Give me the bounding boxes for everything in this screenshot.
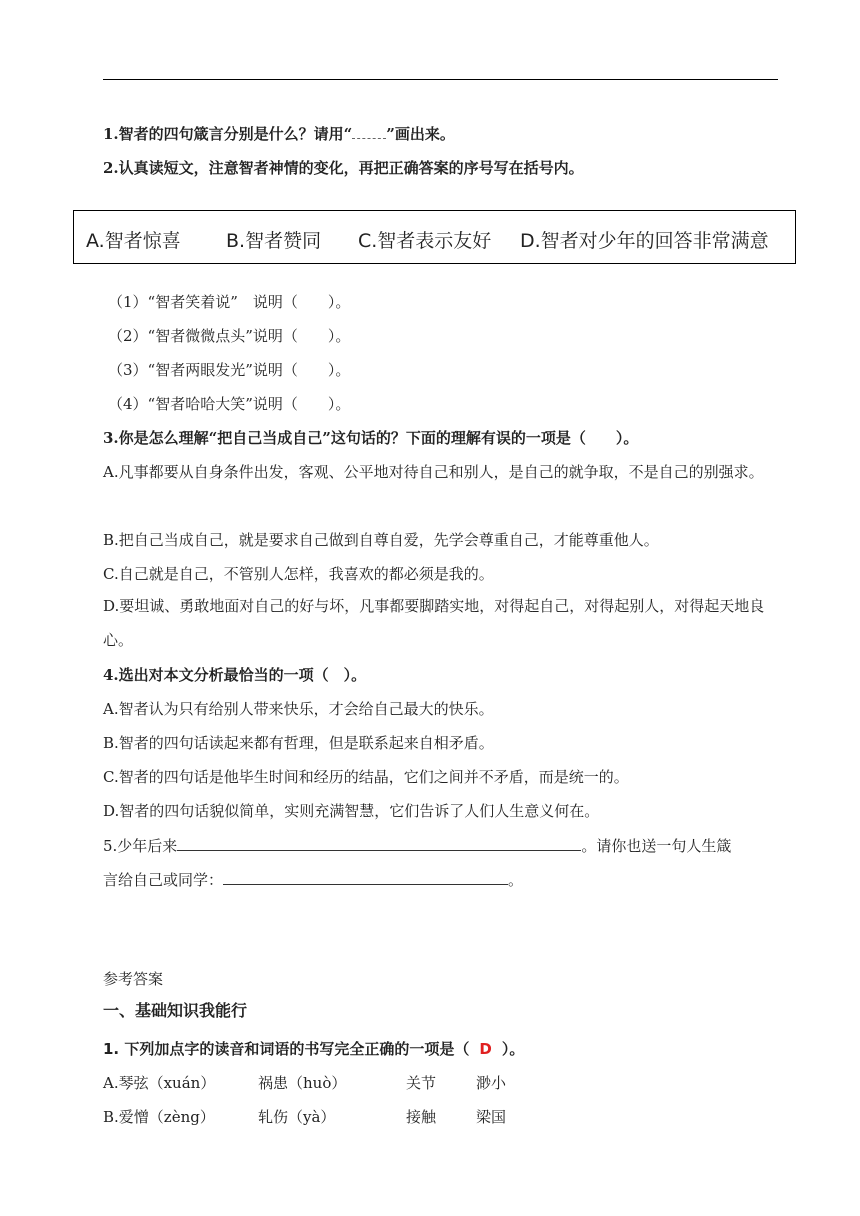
question-5-text-d: 。: [508, 871, 524, 889]
question-1-pre: 1.智者的四句箴言分别是什么？请用“: [103, 125, 353, 143]
sub-question-3: （3）“智者两眼发光”说明（ ）。: [108, 361, 351, 379]
option-d: D.智者对少年的回答非常满意: [520, 230, 769, 252]
question-5-text-b: 。请你也送一句人生箴: [581, 837, 732, 855]
question-5-line-1: [103, 834, 731, 857]
question-1: [103, 123, 455, 145]
row-a-word-2: 祸患（huò）: [258, 1074, 347, 1092]
answer-question-1-post: ）。: [501, 1040, 525, 1058]
row-b-word-1: B.爱憎（zèng）: [103, 1108, 215, 1126]
row-b-word-3: 接触: [406, 1108, 437, 1126]
option-c: C.智者表示友好: [358, 230, 492, 252]
question-3: 3.你是怎么理解“把自己当成自己”这句话的？下面的理解有误的一项是（ ）。: [103, 429, 639, 447]
row-b-word-4: 梁国: [476, 1108, 507, 1126]
question-5-text-a: 5.少年后来: [103, 837, 178, 855]
motto-blank[interactable]: [223, 868, 508, 885]
question-3-option-c: C.自己就是自己，不管别人怎样，我喜欢的都必须是我的。: [103, 565, 494, 583]
row-a-word-3: 关节: [406, 1074, 437, 1092]
row-a-word-4: 渺小: [476, 1074, 507, 1092]
sub-question-2: （2）“智者微微点头”说明（ ）。: [108, 327, 351, 345]
question-4-option-d: D.智者的四句话貌似简单，实则充满智慧，它们告诉了人们人生意义何在。: [103, 802, 600, 820]
question-4: 4.选出对本文分析最恰当的一项（ ）。: [103, 666, 367, 684]
answers-heading: 参考答案: [103, 970, 164, 988]
header-rule: [103, 79, 778, 80]
question-4-option-c: C.智者的四句话是他毕生时间和经历的结晶，它们之间并不矛盾，而是统一的。: [103, 768, 629, 786]
question-5-text-c: 言给自己或同学：: [103, 871, 224, 889]
answer-question-1-pre: 1. 下列加点字的读音和词语的书写完全正确的一项是（: [103, 1040, 470, 1058]
answer-question-1: [103, 1038, 524, 1060]
wavy-underline-sample: [352, 124, 386, 139]
row-b-word-2: 轧伤（yà）: [258, 1108, 336, 1126]
question-1-post: ”画出来。: [386, 125, 455, 143]
options-box: [73, 210, 796, 264]
option-b: B.智者赞同: [226, 230, 322, 252]
question-4-option-a: A.智者认为只有给别人带来快乐，才会给自己最大的快乐。: [103, 700, 494, 718]
question-4-option-b: B.智者的四句话读起来都有哲理，但是联系起来自相矛盾。: [103, 734, 494, 752]
section-title: 一、基础知识我能行: [103, 1001, 248, 1020]
answer-blank[interactable]: [177, 834, 581, 851]
question-5-line-2: [103, 868, 523, 891]
sub-question-1: （1）“智者笑着说” 说明（ ）。: [108, 293, 351, 311]
row-a-word-1: A.琴弦（xuán）: [103, 1074, 216, 1092]
question-2: 2.认真读短文，注意智者神情的变化，再把正确答案的序号写在括号内。: [103, 159, 584, 177]
question-3-option-a: A.凡事都要从自身条件出发，客观、公平地对待自己和别人，是自己的就争取，不是自己的别强求。: [103, 463, 764, 481]
option-a: A.智者惊喜: [86, 230, 181, 252]
question-3-option-b: B.把自己当成自己，就是要求自己做到自尊自爱，先学会尊重自己，才能尊重他人。: [103, 531, 659, 549]
question-3-option-d: D.要坦诚、勇敢地面对自己的好与坏，凡事都要脚踏实地，对得起自己，对得起别人，对得起天地良心。: [103, 597, 765, 649]
sub-question-4: （4）“智者哈哈大笑”说明（ ）。: [108, 395, 351, 413]
answer-key-letter: D: [479, 1040, 492, 1058]
